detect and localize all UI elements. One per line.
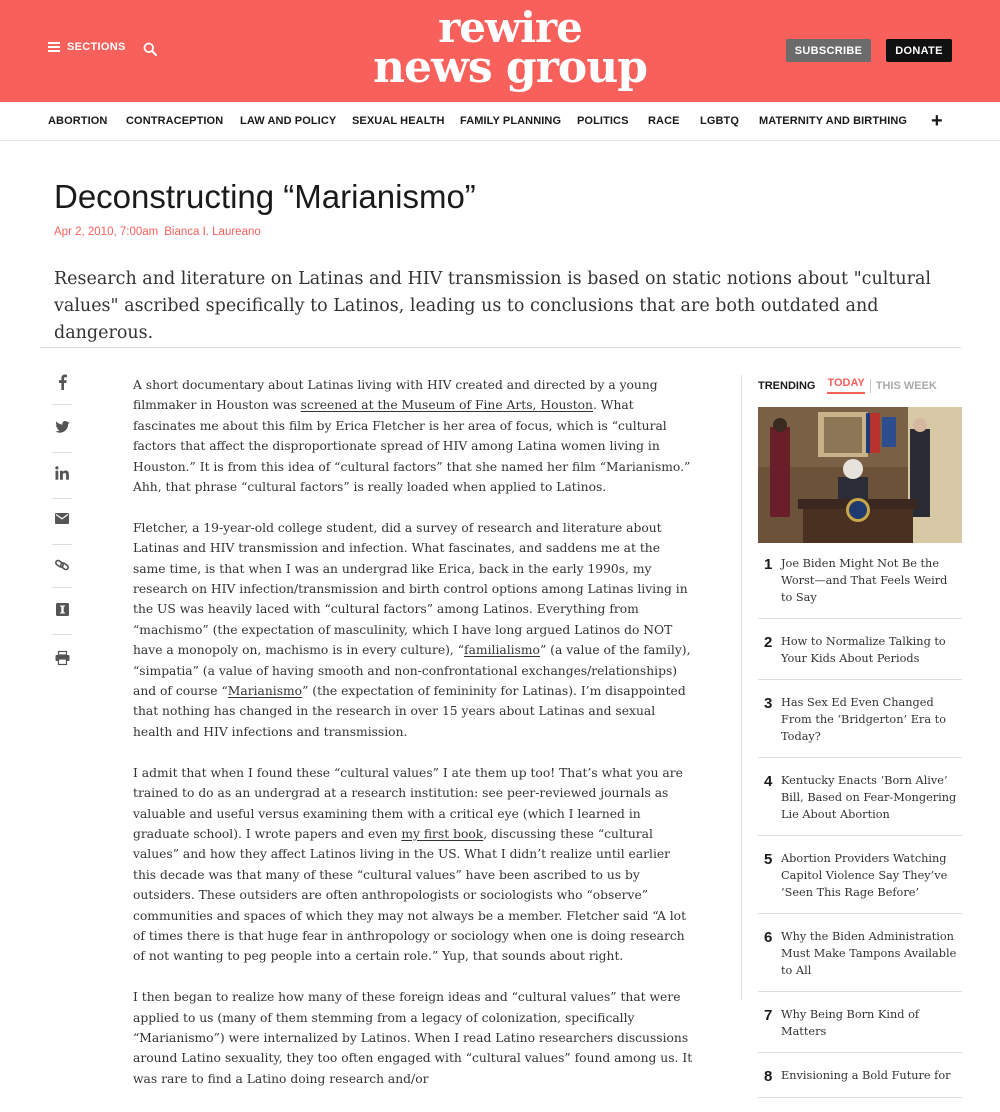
trending-item[interactable]: 3 Has Sex Ed Even Changed From the ‘Bridgerton’ Era to Today?: [758, 694, 962, 758]
trending-item[interactable]: 4 Kentucky Enacts ‘Born Alive’ Bill, Based on Fear-Mongering Lie About Abortion: [758, 772, 962, 836]
my-first-book-link[interactable]: my first book: [401, 826, 484, 841]
category-nav: [0, 102, 1000, 141]
email-icon[interactable]: [52, 508, 72, 528]
link-icon[interactable]: [52, 555, 72, 575]
trending-featured-image[interactable]: [758, 407, 962, 543]
nav-item-contraception[interactable]: CONTRACEPTION: [126, 115, 224, 127]
trending-item[interactable]: 7 Why Being Born Kind of Matters: [758, 1006, 962, 1053]
donate-button[interactable]: DONATE: [886, 39, 952, 62]
article-meta: [54, 226, 261, 238]
trending-tabs: [758, 377, 937, 394]
trending-item[interactable]: 8 Envisioning a Bold Future for: [758, 1067, 962, 1098]
search-icon[interactable]: [143, 42, 157, 56]
header-divider: [40, 347, 961, 348]
tab-this-week[interactable]: THIS WEEK: [875, 379, 937, 392]
linkedin-icon[interactable]: [52, 463, 72, 483]
instapaper-icon[interactable]: [52, 599, 72, 619]
trending-sidebar: [741, 375, 961, 1085]
article-author-link[interactable]: Bianca I. Laureano: [164, 226, 261, 238]
article-title: Deconstructing “Marianismo”: [54, 178, 476, 215]
article-paragraph: I admit that when I found these “cultural values” I ate them up too! That’s what you are trained to do as an undergrad at a research institution: see peer-reviewed journals as valuable and useful versus examining them with a critical eye (which I learned in graduate school). I wrote papers and even my first book, discussing these “cultural values” and how they affect Latinos living in the US. What I didn’t realize until earlier this decade was that many of these “cultural values” have been ascribed to us by outsiders. These outsiders are often anthropologists or sociologists who “observe” communities and spaces of which they may not always be a member. Fletcher said “A lot of times there is that huge fear in anthropology or sociology when one is doing research of not wanting to peg people into a certain role.” Yup, that sounds about right.: [133, 765, 687, 964]
nav-item-law-and-policy[interactable]: LAW AND POLICY: [240, 115, 337, 127]
familialismo-link[interactable]: familialismo: [464, 643, 540, 658]
nav-more-button[interactable]: +: [931, 110, 943, 132]
trending-item[interactable]: 5 Abortion Providers Watching Capitol Violence Say They’ve ‘Seen This Rage Before’: [758, 850, 962, 914]
tab-today[interactable]: TODAY: [827, 377, 864, 394]
nav-item-politics[interactable]: POLITICS: [577, 115, 629, 127]
trending-heading: TRENDING: [758, 379, 816, 392]
site-header: [0, 0, 1000, 102]
hamburger-icon: [48, 42, 60, 52]
sections-menu-button[interactable]: [48, 41, 126, 53]
article-paragraph: Fletcher, a 19-year-old college student, did a survey of research and literature about Latinas and HIV transmission and infection. What fascinates, and saddens me at the same time, is that when I was an undergrad like Erica, back in the early 1990s, my research on HIV infection/transmission and birth control options among Latinas living in the US was heavily laced with “cultural factors” among Latinos. Everything from “machismo” (the expectation of masculinity, which I have long argued Latinos do NOT have a monopoly on, machismo is in every culture), “familialismo” (a value of the family), “simpatia” (a value of having smooth and non-confrontational exchanges/relationships) and of course “Marianismo” (the expectation of femininity for Latinas). I’m disappointed that nothing has changed in the research in over 15 years about Latinas and sexual health and HIV infections and transmission.: [133, 520, 691, 739]
subscribe-button[interactable]: SUBSCRIBE: [786, 39, 871, 62]
nav-item-lgbtq[interactable]: LGBTQ: [700, 115, 739, 127]
article-date: Apr 2, 2010, 7:00am: [54, 226, 159, 238]
print-icon[interactable]: [52, 648, 72, 668]
trending-item[interactable]: 1 Joe Biden Might Not Be the Worst—and That Feels Weird to Say: [758, 555, 962, 619]
article-paragraph: I then began to realize how many of these foreign ideas and “cultural values” that were applied to us (many of them stemming from a legacy of colonization, specifically “Marianismo”) were internalized by Latinos. When I read Latino researchers discussions around Latino sexuality, they too often engaged with “cultural values” found among us. It was rare to find a Latino doing research and/or: [133, 990, 693, 1086]
trending-item[interactable]: 2 How to Normalize Talking to Your Kids About Periods: [758, 633, 962, 680]
nav-item-sexual-health[interactable]: SEXUAL HEALTH: [352, 115, 445, 127]
article-paragraph: A short documentary about Latinas living with HIV created and directed by a young filmmaker in Houston was screened at the Museum of Fine Arts, Houston. What fascinates me about this film by Erica Fletcher is her area of focus, which is “cultural factors that affect the disproportionate spread of HIV among Latina women living in Houston.” It is from this idea of “cultural factors” that she named her film “Marianismo.” Ahh, that phrase “cultural factors” is really loaded when applied to Latinos.: [133, 378, 691, 495]
logo-line-1: rewire: [438, 3, 582, 52]
nav-item-family-planning[interactable]: FAMILY PLANNING: [460, 115, 562, 127]
trending-list: [758, 555, 962, 1112]
article-dek: Research and literature on Latinas and HIV transmission is based on static notions about "cultural values" ascribed specifically to Latinos, leading us to conclusions that are both outdated and dangerous.: [54, 269, 932, 343]
logo-line-2: news group: [372, 42, 647, 93]
trending-item[interactable]: 6 Why the Biden Administration Must Make Tampons Available to All: [758, 928, 962, 992]
marianismo-link[interactable]: Marianismo: [227, 684, 303, 699]
sections-label: SECTIONS: [67, 41, 126, 53]
nav-item-race[interactable]: RACE: [648, 115, 680, 127]
facebook-icon[interactable]: [52, 372, 72, 392]
nav-item-maternity-and-birthing[interactable]: MATERNITY AND BIRTHING: [759, 115, 908, 127]
twitter-icon[interactable]: [52, 417, 72, 437]
article-body: [133, 375, 693, 1110]
museum-screening-link[interactable]: screened at the Museum of Fine Arts, Houston: [300, 398, 593, 413]
site-logo[interactable]: [350, 3, 670, 93]
nav-item-abortion[interactable]: ABORTION: [48, 115, 108, 127]
